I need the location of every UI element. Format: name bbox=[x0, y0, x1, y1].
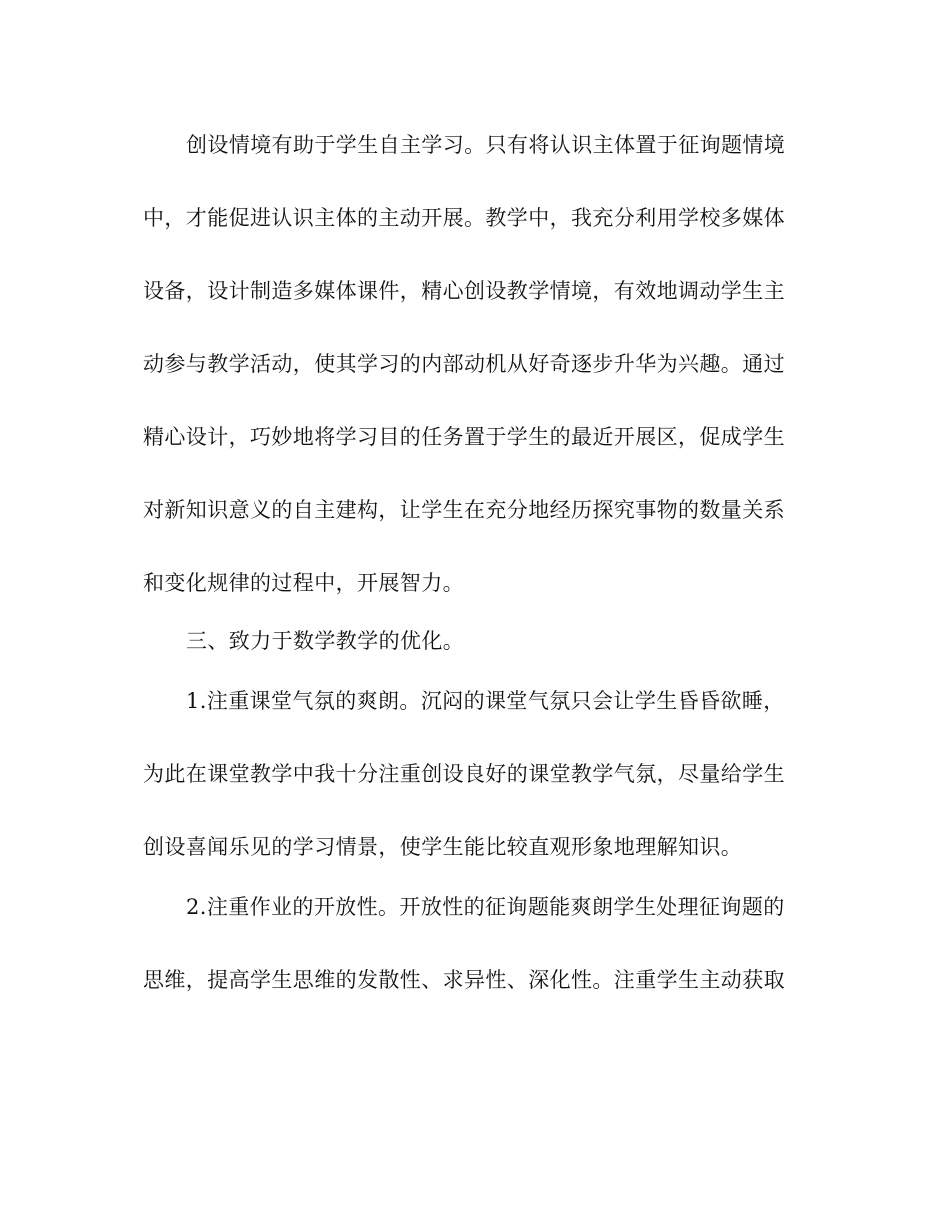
paragraph-line: 和变化规律的过程中，开展智力。 bbox=[143, 571, 464, 595]
paragraph-line: 思维，提高学生思维的发散性、求异性、深化性。注重学生主动获取 bbox=[143, 968, 785, 992]
paragraph-line: 动参与教学活动，使其学习的内部动机从好奇逐步升华为兴趣。通过 bbox=[143, 352, 785, 376]
paragraph-line: 中，才能促进认识主体的主动开展。教学中，我充分利用学校多媒体 bbox=[143, 206, 785, 230]
paragraph-line: 精心设计，巧妙地将学习目的任务置于学生的最近开展区，促成学生 bbox=[143, 425, 785, 449]
paragraph-line: 创设喜闻乐见的学习情景，使学生能比较直观形象地理解知识。 bbox=[143, 835, 743, 859]
paragraph-line: 1.注重课堂气氛的爽朗。沉闷的课堂气氛只会让学生昏昏欲睡， bbox=[186, 689, 785, 713]
paragraph-line: 2.注重作业的开放性。开放性的征询题能爽朗学生处理征询题的 bbox=[186, 895, 785, 919]
paragraph-line: 对新知识意义的自主建构，让学生在充分地经历探究事物的数量关系 bbox=[143, 498, 785, 522]
paragraph-line: 设备，设计制造多媒体课件，精心创设教学情境，有效地调动学生主 bbox=[143, 279, 785, 303]
section-heading: 三、致力于数学教学的优化。 bbox=[186, 629, 465, 653]
paragraph-line: 为此在课堂教学中我十分注重创设良好的课堂教学气氛，尽量给学生 bbox=[143, 762, 785, 786]
paragraph-line: 创设情境有助于学生自主学习。只有将认识主体置于征询题情境 bbox=[186, 133, 786, 157]
